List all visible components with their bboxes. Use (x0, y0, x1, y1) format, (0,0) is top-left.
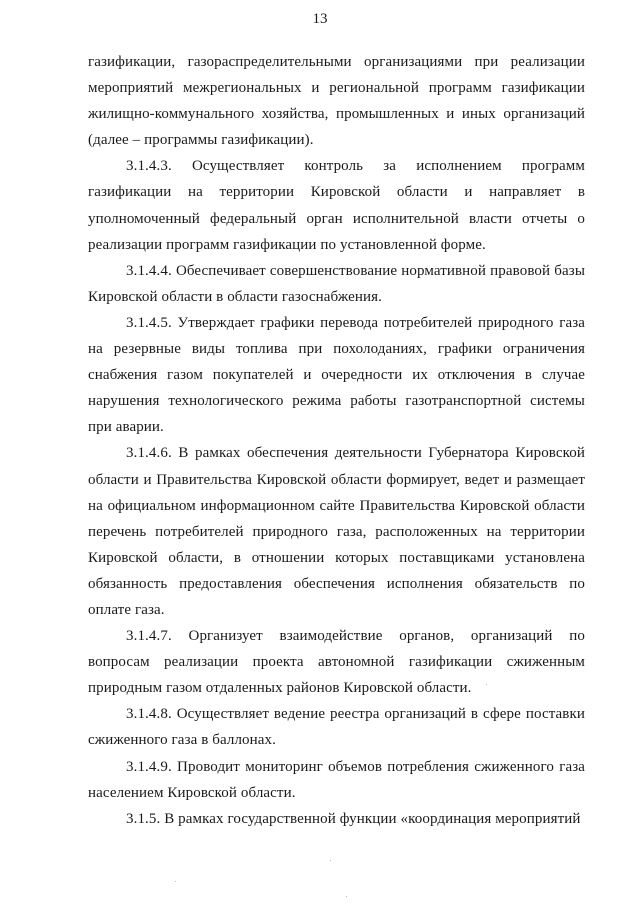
scan-speck (330, 860, 331, 861)
paragraph: газификации, газораспределительными организациями при реализации мероприятий межрегиональных и региональной программ газификации жилищно-коммунального хозяйства, промышленных и иных организаций (далее – программы газификации). (88, 54, 585, 149)
paragraph-3-1-4-6: 3.1.4.6. В рамках обеспечения деятельности Губернатора Кировской области и Правительства Кировской области формирует, ведет и размещает на официальном информационном сайте Правительства Кировской области перечень потребителей природного газа, расположенных на территории Кировской области, в отношении которых поставщиками установлена обязанность предоставления обеспечения исполнения обязательств по оплате газа. (88, 445, 585, 618)
paragraph-3-1-4-3: 3.1.4.3. Осуществляет контроль за исполнением программ газификации на территории Кировской области и направляет в уполномоченный федеральный орган исполнительной власти отчеты о реализации программ газификации по установленной форме. (88, 158, 585, 253)
scan-speck (346, 896, 347, 897)
paragraph-3-1-5: 3.1.5. В рамках государственной функции «координация мероприятий (126, 810, 581, 827)
page-number: 13 (312, 11, 328, 27)
paragraph-3-1-4-4: 3.1.4.4. Обеспечивает совершенствование нормативной правовой базы Кировской области в области газоснабжения. (88, 262, 585, 305)
paragraph-3-1-4-7: 3.1.4.7. Организует взаимодействие органов, организаций по вопросам реализации проекта автономной газификации сжиженным природным газом отдаленных районов Кировской области. (88, 628, 585, 697)
paragraph-3-1-4-9: 3.1.4.9. Проводит мониторинг объемов потребления сжиженного газа населением Кировской области. (88, 758, 585, 801)
paragraph-3-1-4-5: 3.1.4.5. Утверждает графики перевода потребителей природного газа на резервные виды топлива при похолоданиях, графики ограничения снабжения газом покупателей и очередности их отключения в случае нарушения технологического режима работы газотранспортной системы при аварии. (88, 314, 585, 436)
document-body (88, 49, 585, 832)
paragraph-3-1-4-8: 3.1.4.8. Осуществляет ведение реестра организаций в сфере поставки сжиженного газа в баллонах. (88, 706, 585, 749)
scan-speck (175, 881, 176, 882)
scan-speck (486, 684, 487, 685)
